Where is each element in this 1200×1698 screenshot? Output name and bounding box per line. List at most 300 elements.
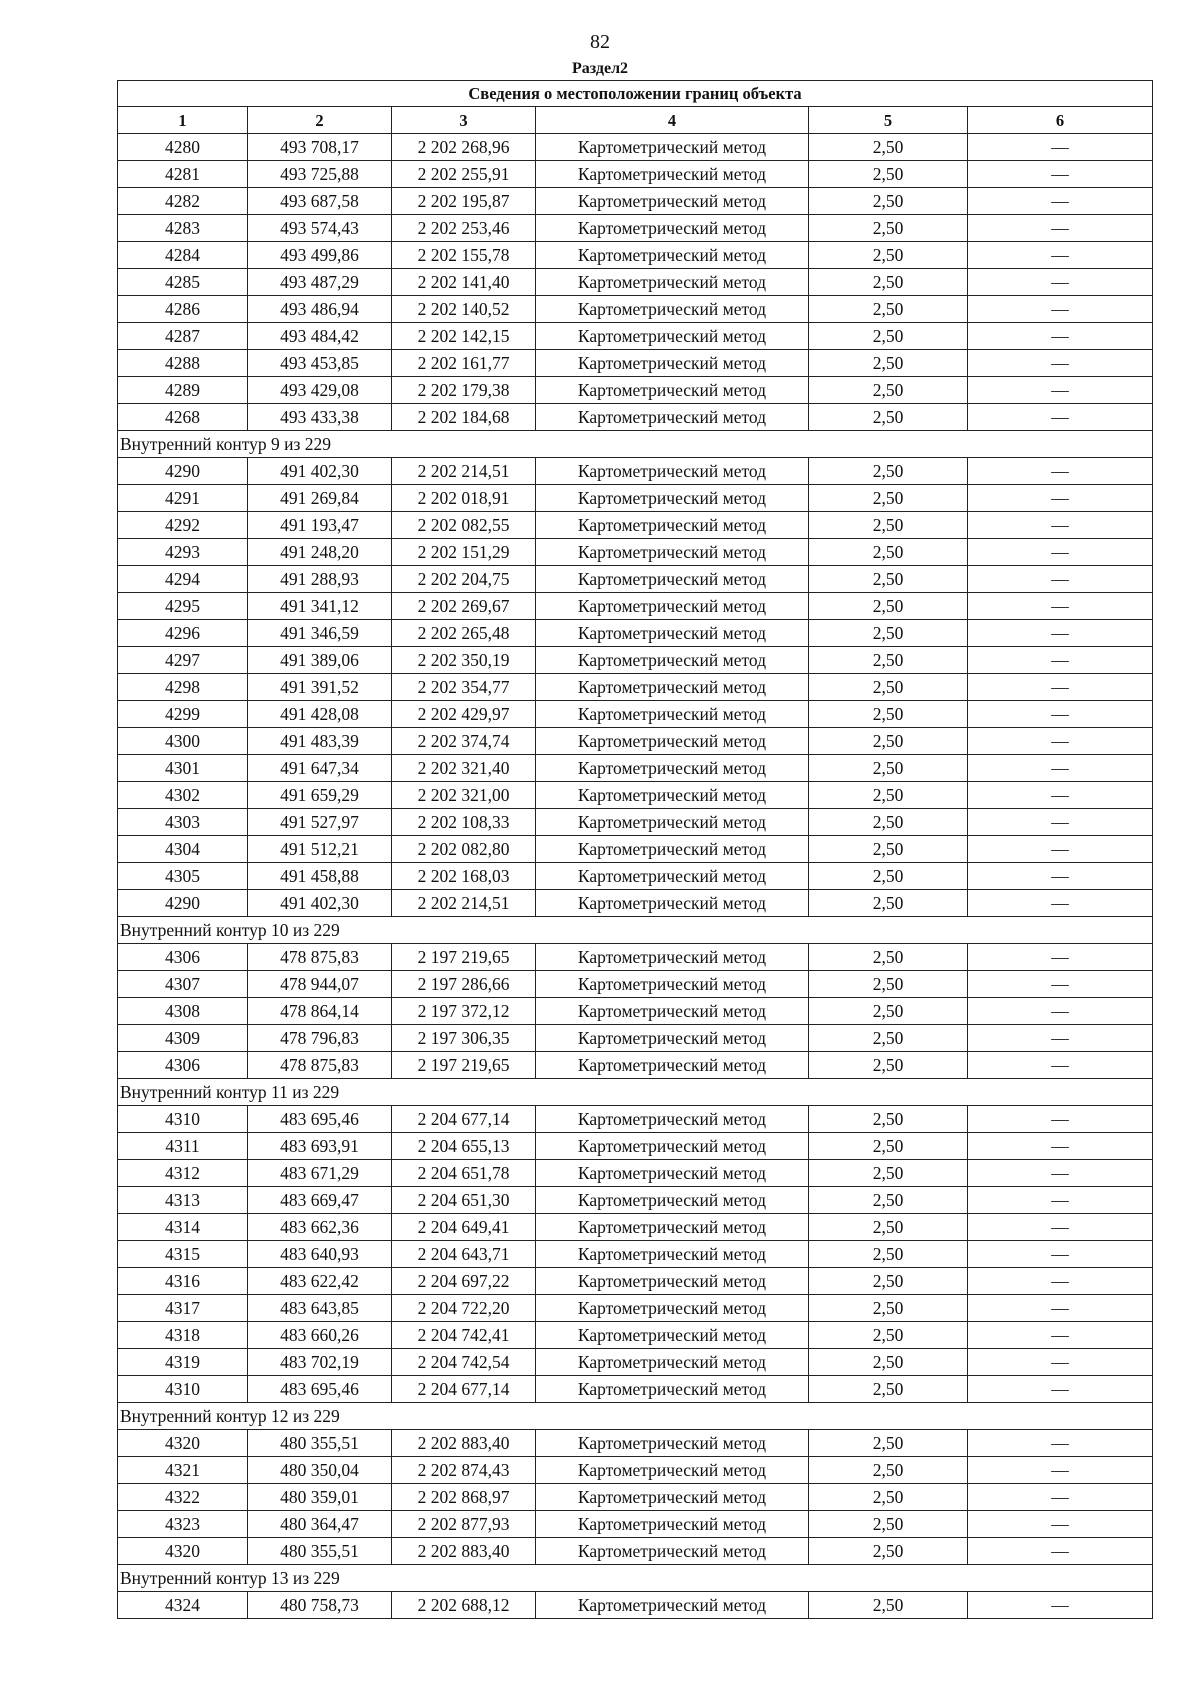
x-coordinate-cell: 483 671,29 xyxy=(248,1160,392,1187)
y-coordinate-cell: 2 204 722,20 xyxy=(392,1295,536,1322)
accuracy-cell: 2,50 xyxy=(809,1322,968,1349)
x-coordinate-cell: 480 758,73 xyxy=(248,1592,392,1619)
accuracy-cell: 2,50 xyxy=(809,269,968,296)
point-number-cell: 4301 xyxy=(118,755,248,782)
description-cell: — xyxy=(968,242,1153,269)
point-number-cell: 4284 xyxy=(118,242,248,269)
table-row xyxy=(118,728,1153,755)
description-cell: — xyxy=(968,1106,1153,1133)
contour-header-row xyxy=(118,1079,1153,1106)
description-cell: — xyxy=(968,1160,1153,1187)
accuracy-cell: 2,50 xyxy=(809,1160,968,1187)
x-coordinate-cell: 480 355,51 xyxy=(248,1538,392,1565)
y-coordinate-cell: 2 204 655,13 xyxy=(392,1133,536,1160)
accuracy-cell: 2,50 xyxy=(809,1349,968,1376)
method-cell: Картометрический метод xyxy=(536,728,809,755)
y-coordinate-cell: 2 204 649,41 xyxy=(392,1214,536,1241)
table-row xyxy=(118,404,1153,431)
method-cell: Картометрический метод xyxy=(536,269,809,296)
description-cell: — xyxy=(968,890,1153,917)
method-cell: Картометрический метод xyxy=(536,215,809,242)
table-row xyxy=(118,674,1153,701)
y-coordinate-cell: 2 202 082,80 xyxy=(392,836,536,863)
y-coordinate-cell: 2 202 204,75 xyxy=(392,566,536,593)
method-cell: Картометрический метод xyxy=(536,620,809,647)
point-number-cell: 4322 xyxy=(118,1484,248,1511)
table-row xyxy=(118,1214,1153,1241)
method-cell: Картометрический метод xyxy=(536,1106,809,1133)
table-row xyxy=(118,350,1153,377)
y-coordinate-cell: 2 202 350,19 xyxy=(392,647,536,674)
x-coordinate-cell: 491 391,52 xyxy=(248,674,392,701)
accuracy-cell: 2,50 xyxy=(809,728,968,755)
point-number-cell: 4309 xyxy=(118,1025,248,1052)
table-row xyxy=(118,647,1153,674)
table-row xyxy=(118,1376,1153,1403)
description-cell: — xyxy=(968,1241,1153,1268)
boundary-table xyxy=(117,80,1153,1619)
method-cell: Картометрический метод xyxy=(536,647,809,674)
accuracy-cell: 2,50 xyxy=(809,242,968,269)
x-coordinate-cell: 483 669,47 xyxy=(248,1187,392,1214)
point-number-cell: 4321 xyxy=(118,1457,248,1484)
y-coordinate-cell: 2 202 082,55 xyxy=(392,512,536,539)
y-coordinate-cell: 2 202 883,40 xyxy=(392,1430,536,1457)
method-cell: Картометрический метод xyxy=(536,512,809,539)
description-cell: — xyxy=(968,539,1153,566)
description-cell: — xyxy=(968,566,1153,593)
point-number-cell: 4281 xyxy=(118,161,248,188)
description-cell: — xyxy=(968,458,1153,485)
y-coordinate-cell: 2 197 372,12 xyxy=(392,998,536,1025)
column-header-2: 2 xyxy=(248,107,392,134)
point-number-cell: 4303 xyxy=(118,809,248,836)
accuracy-cell: 2,50 xyxy=(809,1376,968,1403)
y-coordinate-cell: 2 204 742,41 xyxy=(392,1322,536,1349)
method-cell: Картометрический метод xyxy=(536,188,809,215)
table-row xyxy=(118,944,1153,971)
table-row xyxy=(118,1484,1153,1511)
table-caption-row xyxy=(118,81,1153,107)
x-coordinate-cell: 491 402,30 xyxy=(248,458,392,485)
accuracy-cell: 2,50 xyxy=(809,134,968,161)
x-coordinate-cell: 493 486,94 xyxy=(248,296,392,323)
y-coordinate-cell: 2 202 877,93 xyxy=(392,1511,536,1538)
accuracy-cell: 2,50 xyxy=(809,890,968,917)
x-coordinate-cell: 491 512,21 xyxy=(248,836,392,863)
y-coordinate-cell: 2 202 108,33 xyxy=(392,809,536,836)
point-number-cell: 4289 xyxy=(118,377,248,404)
y-coordinate-cell: 2 202 321,40 xyxy=(392,755,536,782)
accuracy-cell: 2,50 xyxy=(809,1538,968,1565)
table-row xyxy=(118,134,1153,161)
method-cell: Картометрический метод xyxy=(536,323,809,350)
description-cell: — xyxy=(968,701,1153,728)
contour-header-row xyxy=(118,431,1153,458)
point-number-cell: 4312 xyxy=(118,1160,248,1187)
table-row xyxy=(118,1295,1153,1322)
method-cell: Картометрический метод xyxy=(536,1160,809,1187)
description-cell: — xyxy=(968,620,1153,647)
table-row xyxy=(118,1457,1153,1484)
contour-label: Внутренний контур 10 из 229 xyxy=(118,917,1153,944)
method-cell: Картометрический метод xyxy=(536,593,809,620)
x-coordinate-cell: 480 359,01 xyxy=(248,1484,392,1511)
description-cell: — xyxy=(968,971,1153,998)
method-cell: Картометрический метод xyxy=(536,242,809,269)
point-number-cell: 4311 xyxy=(118,1133,248,1160)
description-cell: — xyxy=(968,485,1153,512)
description-cell: — xyxy=(968,350,1153,377)
x-coordinate-cell: 491 428,08 xyxy=(248,701,392,728)
description-cell: — xyxy=(968,188,1153,215)
contour-label: Внутренний контур 9 из 229 xyxy=(118,431,1153,458)
point-number-cell: 4323 xyxy=(118,1511,248,1538)
accuracy-cell: 2,50 xyxy=(809,323,968,350)
method-cell: Картометрический метод xyxy=(536,1295,809,1322)
y-coordinate-cell: 2 204 742,54 xyxy=(392,1349,536,1376)
accuracy-cell: 2,50 xyxy=(809,404,968,431)
point-number-cell: 4304 xyxy=(118,836,248,863)
description-cell: — xyxy=(968,755,1153,782)
point-number-cell: 4288 xyxy=(118,350,248,377)
accuracy-cell: 2,50 xyxy=(809,836,968,863)
table-row xyxy=(118,1187,1153,1214)
accuracy-cell: 2,50 xyxy=(809,1052,968,1079)
accuracy-cell: 2,50 xyxy=(809,755,968,782)
table-row xyxy=(118,161,1153,188)
accuracy-cell: 2,50 xyxy=(809,350,968,377)
point-number-cell: 4317 xyxy=(118,1295,248,1322)
method-cell: Картометрический метод xyxy=(536,1511,809,1538)
table-row xyxy=(118,1025,1153,1052)
description-cell: — xyxy=(968,1349,1153,1376)
table-row xyxy=(118,701,1153,728)
column-header-6: 6 xyxy=(968,107,1153,134)
accuracy-cell: 2,50 xyxy=(809,593,968,620)
method-cell: Картометрический метод xyxy=(536,1430,809,1457)
accuracy-cell: 2,50 xyxy=(809,1241,968,1268)
description-cell: — xyxy=(968,1025,1153,1052)
y-coordinate-cell: 2 202 429,97 xyxy=(392,701,536,728)
point-number-cell: 4308 xyxy=(118,998,248,1025)
y-coordinate-cell: 2 197 219,65 xyxy=(392,944,536,971)
accuracy-cell: 2,50 xyxy=(809,782,968,809)
y-coordinate-cell: 2 202 253,46 xyxy=(392,215,536,242)
y-coordinate-cell: 2 202 184,68 xyxy=(392,404,536,431)
accuracy-cell: 2,50 xyxy=(809,1187,968,1214)
point-number-cell: 4268 xyxy=(118,404,248,431)
accuracy-cell: 2,50 xyxy=(809,620,968,647)
x-coordinate-cell: 483 622,42 xyxy=(248,1268,392,1295)
table-row xyxy=(118,971,1153,998)
accuracy-cell: 2,50 xyxy=(809,971,968,998)
table-row xyxy=(118,1322,1153,1349)
accuracy-cell: 2,50 xyxy=(809,863,968,890)
method-cell: Картометрический метод xyxy=(536,971,809,998)
x-coordinate-cell: 478 796,83 xyxy=(248,1025,392,1052)
x-coordinate-cell: 493 574,43 xyxy=(248,215,392,242)
table-row xyxy=(118,809,1153,836)
y-coordinate-cell: 2 202 168,03 xyxy=(392,863,536,890)
method-cell: Картометрический метод xyxy=(536,998,809,1025)
description-cell: — xyxy=(968,1268,1153,1295)
description-cell: — xyxy=(968,215,1153,242)
table-row xyxy=(118,1241,1153,1268)
method-cell: Картометрический метод xyxy=(536,782,809,809)
point-number-cell: 4320 xyxy=(118,1430,248,1457)
accuracy-cell: 2,50 xyxy=(809,701,968,728)
point-number-cell: 4282 xyxy=(118,188,248,215)
method-cell: Картометрический метод xyxy=(536,674,809,701)
point-number-cell: 4287 xyxy=(118,323,248,350)
y-coordinate-cell: 2 202 140,52 xyxy=(392,296,536,323)
method-cell: Картометрический метод xyxy=(536,863,809,890)
table-row xyxy=(118,836,1153,863)
page-number: 82 xyxy=(590,31,610,53)
x-coordinate-cell: 478 875,83 xyxy=(248,944,392,971)
method-cell: Картометрический метод xyxy=(536,1322,809,1349)
accuracy-cell: 2,50 xyxy=(809,566,968,593)
table-row xyxy=(118,566,1153,593)
accuracy-cell: 2,50 xyxy=(809,1511,968,1538)
y-coordinate-cell: 2 202 214,51 xyxy=(392,890,536,917)
description-cell: — xyxy=(968,1592,1153,1619)
contour-label: Внутренний контур 13 из 229 xyxy=(118,1565,1153,1592)
x-coordinate-cell: 483 643,85 xyxy=(248,1295,392,1322)
y-coordinate-cell: 2 202 255,91 xyxy=(392,161,536,188)
description-cell: — xyxy=(968,377,1153,404)
x-coordinate-cell: 483 695,46 xyxy=(248,1376,392,1403)
x-coordinate-cell: 493 687,58 xyxy=(248,188,392,215)
y-coordinate-cell: 2 202 141,40 xyxy=(392,269,536,296)
y-coordinate-cell: 2 197 286,66 xyxy=(392,971,536,998)
method-cell: Картометрический метод xyxy=(536,1592,809,1619)
accuracy-cell: 2,50 xyxy=(809,377,968,404)
method-cell: Картометрический метод xyxy=(536,1025,809,1052)
y-coordinate-cell: 2 204 677,14 xyxy=(392,1376,536,1403)
y-coordinate-cell: 2 202 195,87 xyxy=(392,188,536,215)
x-coordinate-cell: 480 364,47 xyxy=(248,1511,392,1538)
x-coordinate-cell: 493 725,88 xyxy=(248,161,392,188)
table-row xyxy=(118,782,1153,809)
method-cell: Картометрический метод xyxy=(536,458,809,485)
description-cell: — xyxy=(968,1538,1153,1565)
y-coordinate-cell: 2 202 151,29 xyxy=(392,539,536,566)
description-cell: — xyxy=(968,269,1153,296)
x-coordinate-cell: 491 647,34 xyxy=(248,755,392,782)
table-title: Сведения о местоположении границ объекта xyxy=(118,81,1153,107)
table-row xyxy=(118,593,1153,620)
description-cell: — xyxy=(968,728,1153,755)
accuracy-cell: 2,50 xyxy=(809,512,968,539)
point-number-cell: 4295 xyxy=(118,593,248,620)
x-coordinate-cell: 478 944,07 xyxy=(248,971,392,998)
point-number-cell: 4318 xyxy=(118,1322,248,1349)
table-body xyxy=(118,134,1153,1619)
table-row xyxy=(118,485,1153,512)
y-coordinate-cell: 2 202 268,96 xyxy=(392,134,536,161)
x-coordinate-cell: 491 193,47 xyxy=(248,512,392,539)
accuracy-cell: 2,50 xyxy=(809,1295,968,1322)
x-coordinate-cell: 480 355,51 xyxy=(248,1430,392,1457)
method-cell: Картометрический метод xyxy=(536,1052,809,1079)
description-cell: — xyxy=(968,323,1153,350)
y-coordinate-cell: 2 202 214,51 xyxy=(392,458,536,485)
accuracy-cell: 2,50 xyxy=(809,1214,968,1241)
description-cell: — xyxy=(968,1133,1153,1160)
method-cell: Картометрический метод xyxy=(536,809,809,836)
method-cell: Картометрический метод xyxy=(536,404,809,431)
table-row xyxy=(118,377,1153,404)
point-number-cell: 4290 xyxy=(118,890,248,917)
point-number-cell: 4307 xyxy=(118,971,248,998)
accuracy-cell: 2,50 xyxy=(809,188,968,215)
table-row xyxy=(118,323,1153,350)
x-coordinate-cell: 491 402,30 xyxy=(248,890,392,917)
x-coordinate-cell: 491 483,39 xyxy=(248,728,392,755)
description-cell: — xyxy=(968,944,1153,971)
point-number-cell: 4285 xyxy=(118,269,248,296)
method-cell: Картометрический метод xyxy=(536,1268,809,1295)
accuracy-cell: 2,50 xyxy=(809,161,968,188)
method-cell: Картометрический метод xyxy=(536,296,809,323)
description-cell: — xyxy=(968,1052,1153,1079)
y-coordinate-cell: 2 202 868,97 xyxy=(392,1484,536,1511)
accuracy-cell: 2,50 xyxy=(809,674,968,701)
table-row xyxy=(118,269,1153,296)
point-number-cell: 4290 xyxy=(118,458,248,485)
table-row xyxy=(118,1268,1153,1295)
x-coordinate-cell: 478 875,83 xyxy=(248,1052,392,1079)
accuracy-cell: 2,50 xyxy=(809,809,968,836)
point-number-cell: 4297 xyxy=(118,647,248,674)
method-cell: Картометрический метод xyxy=(536,1376,809,1403)
description-cell: — xyxy=(968,1511,1153,1538)
accuracy-cell: 2,50 xyxy=(809,998,968,1025)
method-cell: Картометрический метод xyxy=(536,539,809,566)
point-number-cell: 4319 xyxy=(118,1349,248,1376)
table-row xyxy=(118,242,1153,269)
table-row xyxy=(118,755,1153,782)
method-cell: Картометрический метод xyxy=(536,836,809,863)
y-coordinate-cell: 2 204 651,78 xyxy=(392,1160,536,1187)
method-cell: Картометрический метод xyxy=(536,485,809,512)
x-coordinate-cell: 491 341,12 xyxy=(248,593,392,620)
x-coordinate-cell: 493 499,86 xyxy=(248,242,392,269)
description-cell: — xyxy=(968,1376,1153,1403)
section-title: Раздел2 xyxy=(571,60,629,77)
point-number-cell: 4310 xyxy=(118,1106,248,1133)
table-row xyxy=(118,539,1153,566)
method-cell: Картометрический метод xyxy=(536,134,809,161)
description-cell: — xyxy=(968,1295,1153,1322)
x-coordinate-cell: 483 702,19 xyxy=(248,1349,392,1376)
y-coordinate-cell: 2 202 688,12 xyxy=(392,1592,536,1619)
accuracy-cell: 2,50 xyxy=(809,1025,968,1052)
point-number-cell: 4306 xyxy=(118,1052,248,1079)
point-number-cell: 4306 xyxy=(118,944,248,971)
table-row xyxy=(118,998,1153,1025)
point-number-cell: 4293 xyxy=(118,539,248,566)
accuracy-cell: 2,50 xyxy=(809,1430,968,1457)
y-coordinate-cell: 2 202 155,78 xyxy=(392,242,536,269)
description-cell: — xyxy=(968,1214,1153,1241)
y-coordinate-cell: 2 202 374,74 xyxy=(392,728,536,755)
accuracy-cell: 2,50 xyxy=(809,215,968,242)
table-row xyxy=(118,188,1153,215)
description-cell: — xyxy=(968,404,1153,431)
contour-header-row xyxy=(118,917,1153,944)
accuracy-cell: 2,50 xyxy=(809,539,968,566)
point-number-cell: 4298 xyxy=(118,674,248,701)
method-cell: Картометрический метод xyxy=(536,1187,809,1214)
table-row xyxy=(118,1538,1153,1565)
x-coordinate-cell: 491 458,88 xyxy=(248,863,392,890)
accuracy-cell: 2,50 xyxy=(809,1592,968,1619)
point-number-cell: 4302 xyxy=(118,782,248,809)
table-row xyxy=(118,1511,1153,1538)
point-number-cell: 4280 xyxy=(118,134,248,161)
y-coordinate-cell: 2 202 883,40 xyxy=(392,1538,536,1565)
description-cell: — xyxy=(968,1457,1153,1484)
y-coordinate-cell: 2 202 161,77 xyxy=(392,350,536,377)
accuracy-cell: 2,50 xyxy=(809,944,968,971)
y-coordinate-cell: 2 197 219,65 xyxy=(392,1052,536,1079)
accuracy-cell: 2,50 xyxy=(809,1457,968,1484)
point-number-cell: 4291 xyxy=(118,485,248,512)
x-coordinate-cell: 491 346,59 xyxy=(248,620,392,647)
contour-header-row xyxy=(118,1403,1153,1430)
description-cell: — xyxy=(968,836,1153,863)
description-cell: — xyxy=(968,1430,1153,1457)
table-row xyxy=(118,890,1153,917)
column-header-row xyxy=(118,107,1153,134)
x-coordinate-cell: 493 433,38 xyxy=(248,404,392,431)
x-coordinate-cell: 491 527,97 xyxy=(248,809,392,836)
table-row xyxy=(118,215,1153,242)
method-cell: Картометрический метод xyxy=(536,1457,809,1484)
x-coordinate-cell: 483 693,91 xyxy=(248,1133,392,1160)
y-coordinate-cell: 2 202 321,00 xyxy=(392,782,536,809)
method-cell: Картометрический метод xyxy=(536,755,809,782)
description-cell: — xyxy=(968,647,1153,674)
point-number-cell: 4310 xyxy=(118,1376,248,1403)
table-row xyxy=(118,296,1153,323)
x-coordinate-cell: 480 350,04 xyxy=(248,1457,392,1484)
column-header-4: 4 xyxy=(536,107,809,134)
y-coordinate-cell: 2 202 269,67 xyxy=(392,593,536,620)
accuracy-cell: 2,50 xyxy=(809,1133,968,1160)
y-coordinate-cell: 2 202 179,38 xyxy=(392,377,536,404)
accuracy-cell: 2,50 xyxy=(809,1106,968,1133)
method-cell: Картометрический метод xyxy=(536,1538,809,1565)
x-coordinate-cell: 493 453,85 xyxy=(248,350,392,377)
x-coordinate-cell: 483 662,36 xyxy=(248,1214,392,1241)
description-cell: — xyxy=(968,134,1153,161)
table-row xyxy=(118,1133,1153,1160)
accuracy-cell: 2,50 xyxy=(809,458,968,485)
y-coordinate-cell: 2 202 018,91 xyxy=(392,485,536,512)
table-row xyxy=(118,1160,1153,1187)
method-cell: Картометрический метод xyxy=(536,1133,809,1160)
y-coordinate-cell: 2 202 874,43 xyxy=(392,1457,536,1484)
point-number-cell: 4320 xyxy=(118,1538,248,1565)
accuracy-cell: 2,50 xyxy=(809,1268,968,1295)
point-number-cell: 4286 xyxy=(118,296,248,323)
description-cell: — xyxy=(968,998,1153,1025)
point-number-cell: 4283 xyxy=(118,215,248,242)
